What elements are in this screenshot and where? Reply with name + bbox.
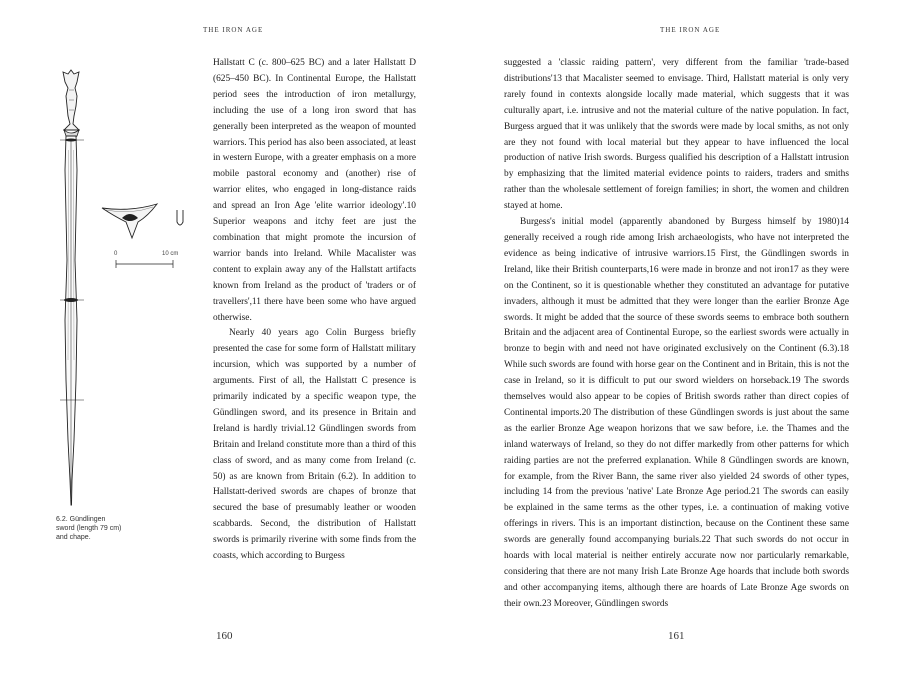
right-body-text (504, 56, 849, 613)
paragraph: Burgess's initial model (apparently abandoned by Burgess himself by 1980)14 generally received a rough ride among Irish archaeologists, who have not interpreted the evidence as being indicative of intrusive warriors.15 First, the Gündlingen swords in Ireland, like their British counterparts,16 were made in bronze and not iron17 as they were on the Continent, so it is questionable whether they constituted an advantage for putative invaders, although it must be admitted that they were longer than the earlier Bronze Age swords. It might be added that the source of these swords seems to embrace both southern Britain and the adjacent area of Continental Europe, so the earliest swords were actually in bronze to begin with and need not have originated exclusively on the Continent (6.3).18 While such swords are found with horse gear on the Continent and in Britain, this is not the case in Ireland, so it is difficult to put our sword wielders on horseback.19 The swords themselves would also appear to be copies of British swords rather than direct copies of Continental imports.20 The distribution of these Gündlingen swords is just about the same as the earlier Bronze Age weapon horizons that we saw before, i.e. the Thames and the inland waterways of Ireland, so they do not differ markedly from other patterns for which raiding parties are not the preferred explanation. While 8 Gündlingen swords are known, for example, from the River Bann, the same river also yielded 24 swords of other types, including 14 from the previous 'native' Late Bronze Age period.21 The swords can easily be explained in the same terms as the other types, i.e. a continuation of making votive offerings in rivers. This is an important distinction, because on the Continent these same swords are generally found accompanying burials.22 That such swords do not occur in hoards with local material is neither entirely accurate now nor particularly remarkable, considering that there are not many Irish Late Bronze Age hoards that include both swords and other accompanying items, although there are hoards of Late Bronze Age swords on their own.23 Moreover, Gündlingen swords (504, 217, 849, 609)
paragraph: Hallstatt C (c. 800–625 BC) and a later Hallstatt D (625–450 BC). In Continental Europe, the Hallstatt period sees the introduction of iron metallurgy, including the use of a long iron sword that has generally been interpreted as the weapon of mounted warriors. This period has also been associated, at least in western Europe, with a greater emphasis on a more mobile pastoral economy and (another) rise of warrior elites, who engaged in long-distance raids and spread an Iron Age 'elite warrior ideology'.10 Superior weapons and itchy feet are just the combination that might promote the incursion of warrior bands into Ireland. While Macalister was content to explain away any of the Hallstatt artifacts known from Ireland as the product of 'traders or of travellers',11 there have been some who have argued otherwise. (213, 58, 416, 323)
caption-line: and chape. (56, 534, 91, 541)
chape-drawing (102, 204, 157, 238)
running-head: THE IRON AGE (203, 26, 264, 34)
paragraph: Nearly 40 years ago Colin Burgess briefly presented the case for some form of Hallstatt military incursion, which was supported by a number of arguments. First of all, the Hallstatt C presence is primarily indicated by a specific weapon type, the Gündlingen sword, and its presence in Britain and Ireland is hardly trivial.12 Gündlingen swords from Britain and Ireland constitute more than a third of this class of sword, and as many come from Ireland (c. 50) as are known from Britain (6.2). In addition to Hallstatt-derived swords are chapes of bronze that secured the base of presumably leather or wooden scabbards. Second, the distribution of Hallstatt swords is primarily riverine with some finds from the coasts, which according to Burgess (213, 328, 416, 562)
caption-line: 6.2. Gündlingen (56, 516, 106, 523)
gundlingen-sword-illustration (60, 60, 200, 520)
page-number: 161 (668, 630, 685, 642)
running-head: THE IRON AGE (660, 26, 721, 34)
figure-caption (56, 515, 138, 542)
scale-end-label: 10 cm (162, 251, 179, 257)
left-body-text (213, 56, 416, 565)
paragraph: suggested a 'classic raiding pattern', very different from the familiar 'trade-based distributions'13 that Macalister seemed to envisage. Third, Hallstatt material is only very rarely found in contexts alongside locally made material, which suggests that it was culturally apart, i.e. intrusive and not the material culture of the native population. In fact, Burgess argued that it was unlikely that the swords were made by local smiths, as not only are they not found with local material but they appear to have influenced the local production of native Irish swords. Burgess qualified his description of a Hallstatt intrusion by emphasizing that the limited material evidence points to raiders, traders and smiths rather than the wholesale settlement of foreign families; in short, the women and children stayed at home. (504, 58, 849, 212)
page-number: 160 (216, 630, 233, 642)
right-page (450, 0, 900, 675)
scale-start-label: 0 (114, 251, 118, 257)
caption-line: sword (length 79 cm) (56, 525, 122, 532)
